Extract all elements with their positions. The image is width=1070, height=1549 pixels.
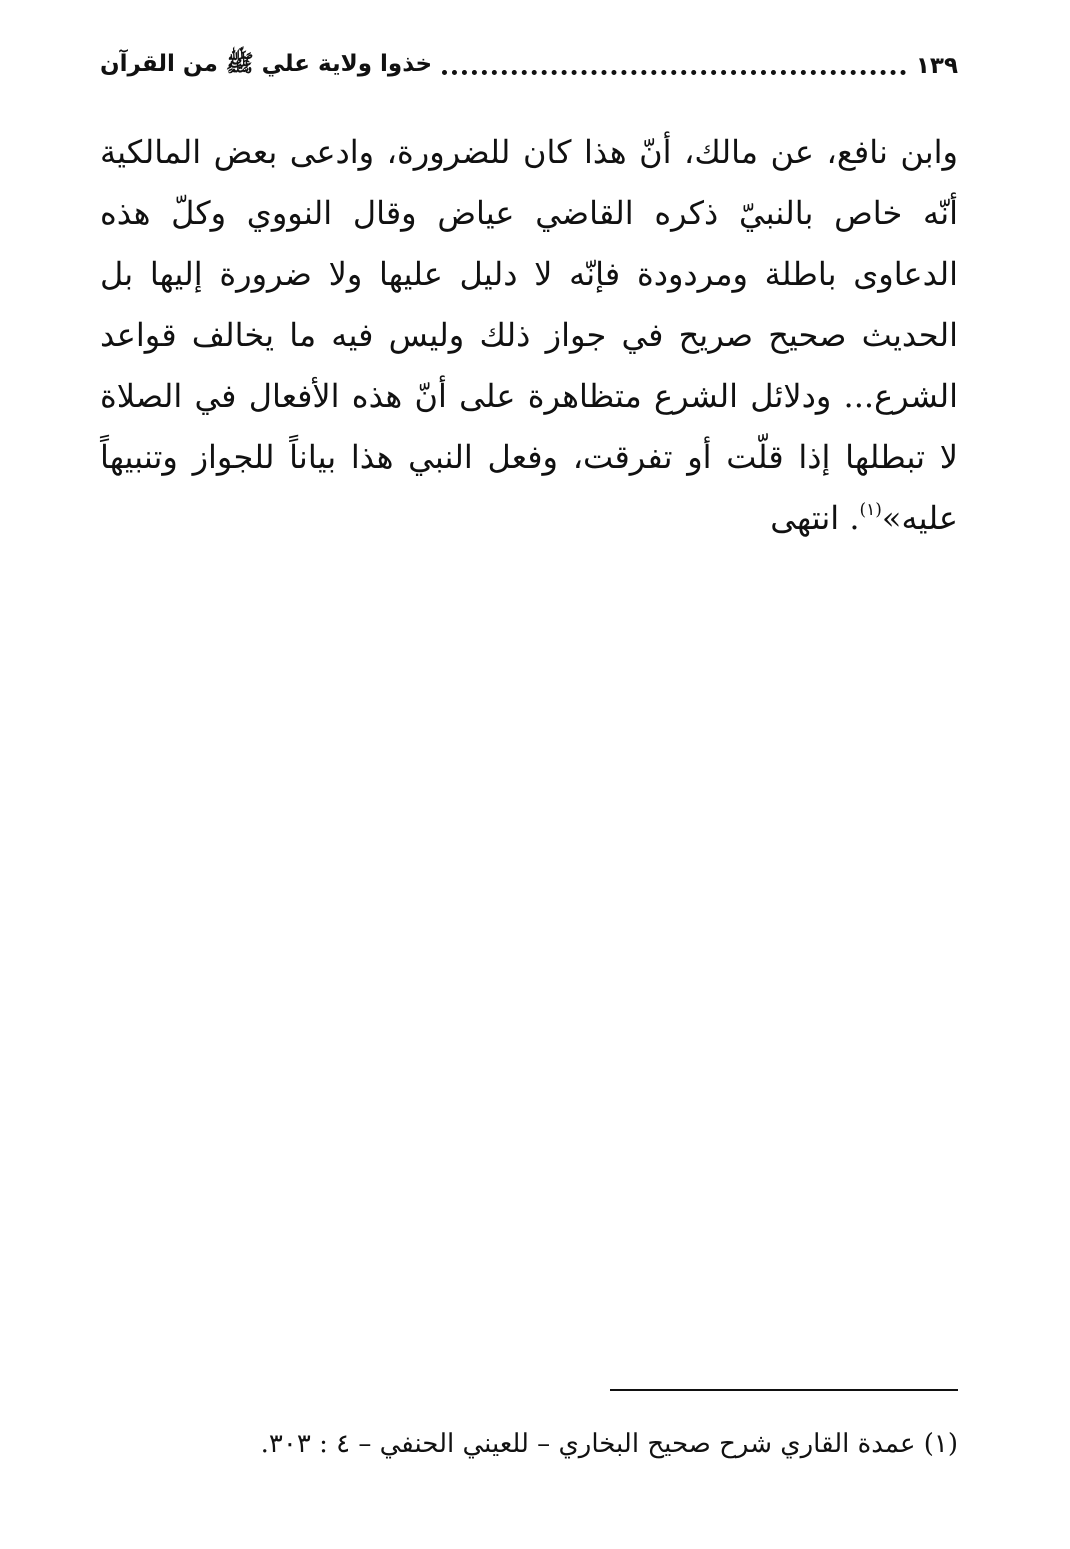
- body-paragraph: [100, 122, 958, 549]
- body-text: وابن نافع، عن مالك، أنّ هذا كان للضرورة، وادعى بعض المالكية أنّه خاص بالنبيّ ذكره القاضي عياض وقال النووي وكلّ هذه الدعاوى باطلة ومردودة فإنّه لا دليل عليها ولا ضرورة إليها بل الحديث صحيح صريح في جواز ذلك وليس فيه ما يخالف قواعد الشرع... ودلائل الشرع متظاهرة على أنّ هذه الأفعال في الصلاة لا تبطلها إذا قلّت أو تفرقت، وفعل النبي هذا بياناً للجواز وتنبيهاً عليه»: [100, 133, 959, 537]
- footnote-separator: [610, 1389, 958, 1391]
- body-ending: . انتهى: [770, 499, 860, 537]
- footnote: (١) عمدة القاري شرح صحيح البخاري – للعيني الحنفي – ٤ : ٣٠٣.: [260, 1429, 958, 1459]
- dot-leader: [442, 70, 906, 75]
- footnote-reference: (١): [859, 500, 882, 520]
- running-header: [100, 44, 958, 88]
- page-number: ١٣٩: [915, 53, 958, 79]
- header-title: خذوا ولاية علي ﷺ من القرآن: [100, 51, 433, 77]
